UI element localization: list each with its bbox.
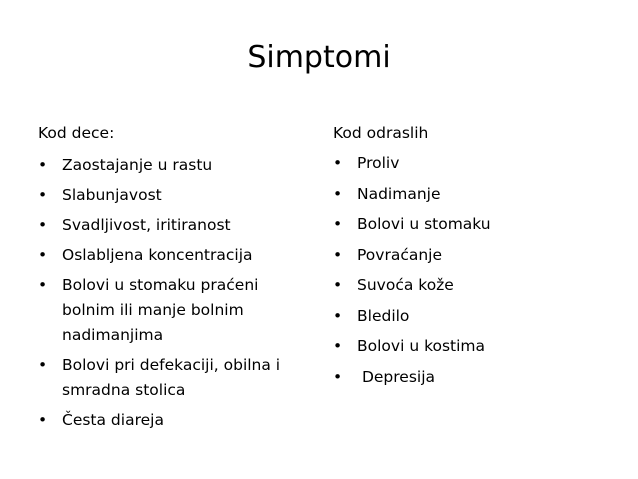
bullet-icon: [38, 353, 52, 378]
list-item: [333, 275, 623, 295]
list-item-text: Bolovi u stomaku: [357, 215, 491, 233]
left-column-children: [38, 123, 313, 438]
bullet-icon: [38, 183, 52, 208]
bullet-icon: [333, 275, 347, 295]
list-item: [333, 214, 623, 234]
bullet-icon: [38, 273, 52, 298]
list-item-text: Nadimanje: [357, 184, 441, 203]
list-item-text: Depresija: [357, 367, 436, 386]
list-item: [38, 213, 313, 238]
bullet-icon: [38, 408, 52, 433]
list-item-text: Bolovi u stomaku praćeni bolnim ili manje bolnim nadimanjima: [62, 276, 264, 344]
bullet-icon: [333, 306, 347, 326]
list-item-text: Slabunjavost: [62, 186, 162, 204]
right-column-heading: Kod odraslih: [333, 124, 429, 142]
list-item-text: Česta diareja: [62, 411, 164, 429]
list-item: [333, 184, 623, 204]
list-item-text: Svadljivost, iritiranost: [62, 216, 231, 234]
list-item: [333, 245, 623, 265]
bullet-icon: [333, 245, 347, 265]
list-item-text: Proliv: [357, 154, 400, 172]
list-item-text: Bledilo: [357, 306, 410, 325]
list-item: [333, 306, 623, 326]
list-item: [333, 153, 623, 173]
list-item-text: Suvoća kože: [357, 276, 454, 294]
list-item-text: Bolovi u kostima: [357, 337, 486, 355]
right-column-adults: [333, 123, 623, 397]
bullet-icon: [38, 243, 52, 268]
list-item-text: Oslabljena koncentracija: [62, 246, 253, 264]
list-item-text: Bolovi pri defekaciji, obilna i smradna stolica: [62, 356, 286, 399]
bullet-icon: [333, 184, 347, 204]
list-item: [333, 367, 623, 387]
list-item: [38, 353, 313, 403]
bullet-icon: [333, 214, 347, 234]
bullet-icon: [333, 336, 347, 356]
bullet-icon: [38, 213, 52, 238]
slide-title: Simptomi: [247, 40, 391, 75]
list-item-text: Zaostajanje u rastu: [62, 156, 213, 174]
bullet-icon: [333, 367, 347, 387]
left-column-heading: Kod dece:: [38, 124, 115, 142]
list-item: [333, 336, 623, 356]
bullet-icon: [333, 153, 347, 173]
left-bullet-list: [38, 153, 313, 433]
list-item: [38, 243, 313, 268]
list-item: [38, 183, 313, 208]
list-item: [38, 408, 313, 433]
bullet-icon: [38, 153, 52, 178]
list-item: [38, 273, 313, 348]
right-bullet-list: [333, 153, 623, 387]
list-item: [38, 153, 313, 178]
list-item-text: Povraćanje: [357, 245, 443, 264]
